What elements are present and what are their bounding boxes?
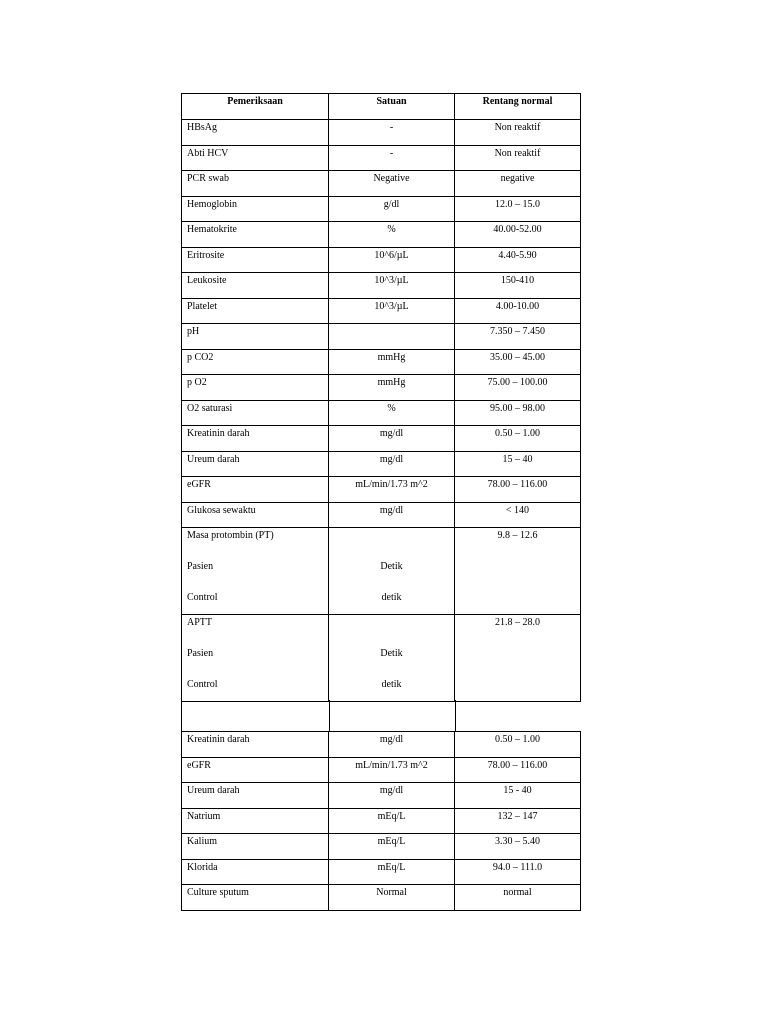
table-row — [182, 502, 581, 528]
test-name-cell: Culture sputum — [182, 885, 329, 911]
test-name-cell: Ureum darah — [182, 451, 329, 477]
range-cell: 35.00 – 45.00 — [455, 349, 581, 375]
range-cell: Non reaktif — [455, 120, 581, 146]
table-row — [182, 120, 581, 146]
test-name-cell: eGFR — [182, 477, 329, 503]
aptt-control-unit: detik — [381, 679, 402, 690]
test-name-cell: Klorida — [182, 859, 329, 885]
range-cell: 75.00 – 100.00 — [455, 375, 581, 401]
range-cell: 95.00 – 98.00 — [455, 400, 581, 426]
unit-cell: mEq/L — [329, 834, 455, 860]
test-name-cell: p CO2 — [182, 349, 329, 375]
unit-cell: mg/dl — [329, 451, 455, 477]
lab-reference-table — [181, 93, 581, 702]
test-name-cell: Platelet — [182, 298, 329, 324]
table-row — [182, 298, 581, 324]
unit-cell: 10^3/µL — [329, 298, 455, 324]
test-name-cell: Kreatinin darah — [182, 426, 329, 452]
range-cell: 150-410 — [455, 273, 581, 299]
gap-divider — [329, 700, 330, 731]
unit-cell: 10^6/µL — [329, 247, 455, 273]
table-row — [182, 783, 581, 809]
gap-divider — [455, 700, 456, 731]
pt-pasien-label: Pasien — [187, 561, 214, 572]
unit-cell: - — [329, 145, 455, 171]
test-name-cell: O2 saturasi — [182, 400, 329, 426]
unit-cell: mL/min/1.73 m^2 — [329, 757, 455, 783]
table-row — [182, 375, 581, 401]
range-cell: 40.00-52.00 — [455, 222, 581, 248]
range-cell: 12.0 – 15.0 — [455, 196, 581, 222]
unit-cell: % — [329, 400, 455, 426]
pt-control-unit: detik — [381, 592, 402, 603]
unit-cell: mEq/L — [329, 859, 455, 885]
range-cell: 0.50 – 1.00 — [455, 732, 581, 758]
table-row — [182, 145, 581, 171]
unit-cell: g/dl — [329, 196, 455, 222]
unit-cell: Negative — [329, 171, 455, 197]
unit-cell: Normal — [329, 885, 455, 911]
pt-unit-cell — [329, 528, 455, 615]
table-body — [182, 120, 581, 528]
range-cell: 4.40-5.90 — [455, 247, 581, 273]
pt-range-cell: 9.8 – 12.6 — [455, 528, 581, 615]
range-cell: normal — [455, 885, 581, 911]
range-cell: 94.0 – 111.0 — [455, 859, 581, 885]
table-row — [182, 349, 581, 375]
unit-cell: mEq/L — [329, 808, 455, 834]
table-row — [182, 885, 581, 911]
header-rentang-normal: Rentang normal — [455, 94, 581, 120]
table-row — [182, 400, 581, 426]
range-cell: Non reaktif — [455, 145, 581, 171]
range-cell: 78.00 – 116.00 — [455, 477, 581, 503]
unit-cell: mg/dl — [329, 783, 455, 809]
aptt-unit-cell — [329, 615, 455, 702]
table-row — [182, 732, 581, 758]
pt-control-label: Control — [187, 592, 218, 603]
aptt-pasien-label: Pasien — [187, 648, 214, 659]
range-cell: negative — [455, 171, 581, 197]
table-body — [182, 732, 581, 911]
table-row — [182, 477, 581, 503]
lab-reference-table-2 — [181, 731, 581, 911]
table-row — [182, 222, 581, 248]
unit-cell: - — [329, 120, 455, 146]
table-row — [182, 196, 581, 222]
aptt-pasien-unit: Detik — [380, 648, 403, 659]
range-cell: 78.00 – 116.00 — [455, 757, 581, 783]
aptt-range-cell: 21.8 – 28.0 — [455, 615, 581, 702]
table-row — [182, 247, 581, 273]
test-name-cell: pH — [182, 324, 329, 350]
pt-name-cell — [182, 528, 329, 615]
table-gap-row — [181, 700, 579, 731]
test-name-cell: eGFR — [182, 757, 329, 783]
range-cell: 132 – 147 — [455, 808, 581, 834]
pt-title: Masa protombin (PT) — [187, 530, 274, 541]
header-satuan: Satuan — [329, 94, 455, 120]
test-name-cell: Kalium — [182, 834, 329, 860]
test-name-cell: Abti HCV — [182, 145, 329, 171]
table-row — [182, 859, 581, 885]
coagulation-section — [182, 528, 581, 702]
unit-cell: mg/dl — [329, 732, 455, 758]
table-row-pt — [182, 528, 581, 615]
table-row-aptt — [182, 615, 581, 702]
test-name-cell: p O2 — [182, 375, 329, 401]
test-name-cell: Natrium — [182, 808, 329, 834]
range-cell: 15 - 40 — [455, 783, 581, 809]
test-name-cell: Eritrosite — [182, 247, 329, 273]
range-cell: 7.350 – 7.450 — [455, 324, 581, 350]
pt-pasien-unit: Detik — [380, 561, 403, 572]
test-name-cell: Glukosa sewaktu — [182, 502, 329, 528]
table-row — [182, 808, 581, 834]
aptt-control-label: Control — [187, 679, 218, 690]
range-cell: 15 – 40 — [455, 451, 581, 477]
table-header-row — [182, 94, 581, 120]
test-name-cell: Kreatinin darah — [182, 732, 329, 758]
test-name-cell: Hematokrite — [182, 222, 329, 248]
unit-cell — [329, 324, 455, 350]
range-cell: < 140 — [455, 502, 581, 528]
unit-cell: mmHg — [329, 349, 455, 375]
unit-cell: mmHg — [329, 375, 455, 401]
table-row — [182, 451, 581, 477]
range-cell: 4.00-10.00 — [455, 298, 581, 324]
table-row — [182, 834, 581, 860]
table-row — [182, 426, 581, 452]
test-name-cell: HBsAg — [182, 120, 329, 146]
range-cell: 3.30 – 5.40 — [455, 834, 581, 860]
unit-cell: 10^3/µL — [329, 273, 455, 299]
table-row — [182, 273, 581, 299]
aptt-title: APTT — [187, 617, 212, 628]
test-name-cell: Ureum darah — [182, 783, 329, 809]
table-row — [182, 757, 581, 783]
range-cell: 0.50 – 1.00 — [455, 426, 581, 452]
unit-cell: mg/dl — [329, 426, 455, 452]
test-name-cell: PCR swab — [182, 171, 329, 197]
test-name-cell: Hemoglobin — [182, 196, 329, 222]
unit-cell: % — [329, 222, 455, 248]
unit-cell: mg/dl — [329, 502, 455, 528]
header-pemeriksaan: Pemeriksaan — [182, 94, 329, 120]
table-row — [182, 324, 581, 350]
test-name-cell: Leukosite — [182, 273, 329, 299]
unit-cell: mL/min/1.73 m^2 — [329, 477, 455, 503]
table-row — [182, 171, 581, 197]
aptt-name-cell — [182, 615, 329, 702]
